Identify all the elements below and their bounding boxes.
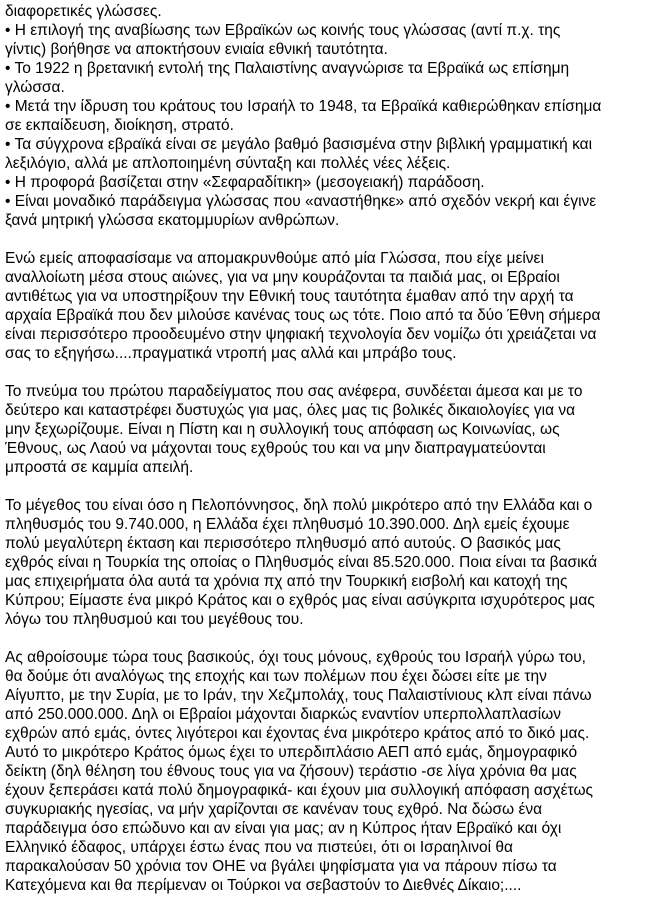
text-line: θα δούμε ότι αναλόγως της εποχής και των πολέμων που έχει δώσει είτε με την bbox=[5, 668, 547, 685]
text-line: σε εκπαίδευση, διοίκηση, στρατό. bbox=[5, 117, 234, 134]
text-line: μπροστά σε καμμία απειλή. bbox=[5, 459, 194, 476]
text-line: Έθνους, ως Λαού να μάχονται τους εχθρούς του και να μην διαπραγματεύονται bbox=[5, 440, 546, 457]
text-line: μας επιχειρήματα όλα αυτά τα χρόνια πχ από την Τουρκική εισβολή και κατοχή της bbox=[5, 573, 568, 590]
text-line: Ας αθροίσουμε τώρα τους βασικούς, όχι τους μόνους, εχθρούς του Ισραήλ γύρω του, bbox=[5, 649, 586, 666]
text-line: Το μέγεθος του είναι όσο η Πελοπόννησος, δηλ πολύ μικρότερο από την Ελλάδα και ο bbox=[5, 497, 593, 514]
text-line: Το πνεύμα του πρώτου παραδείγματος που σας ανέφερα, συνδέεται άμεσα και με το bbox=[5, 383, 583, 400]
paragraph bbox=[5, 249, 657, 363]
text-line: εχθρός είναι η Τουρκία της οποίας ο Πληθυσμός είναι 85.520.000. Ποια είναι τα βασικά bbox=[5, 554, 598, 571]
text-line: Ελληνικό έδαφος, υπάρχει έστω ένας που να πιστεύει, ότι οι Ισραηλινοί θα bbox=[5, 839, 513, 856]
text-line: λόγω του πληθυσμού και του μεγέθους του. bbox=[5, 611, 304, 628]
text-line: • Μετά την ίδρυση του κράτους του Ισραήλ το 1948, τα Εβραϊκά καθιερώθηκαν επίσημα bbox=[5, 98, 602, 115]
text-line: • Είναι μοναδικό παράδειγμα γλώσσας που «αναστήθηκε» από σχεδόν νεκρή και έγινε bbox=[5, 193, 597, 210]
text-line: έχουν ξεπεράσει κατά πολύ δημογραφικά- και έχουν μια συλλογική απόφαση ασχέτως bbox=[5, 782, 594, 799]
text-line: πολύ μεγαλύτερη έκταση και περισσότερο πληθυσμό από αυτούς. Ο βασικός μας bbox=[5, 535, 561, 552]
text-line: εχθρών από εμάς, όντες λιγότεροι και έχοντας ένα μικρότερο κράτος από το δικό μας. bbox=[5, 725, 590, 742]
text-line: ξανά μητρική γλώσσα εκατομμυρίων ανθρώπων. bbox=[5, 212, 340, 229]
document-text bbox=[5, 2, 657, 895]
text-line: • Τα σύγχρονα εβραϊκά είναι σε μεγάλο βαθμό βασισμένα στην βιβλική γραμματική και bbox=[5, 136, 593, 153]
text-line: • Η επιλογή της αναβίωσης των Εβραϊκών ως κοινής τους γλώσσας (αντί π.χ. της bbox=[5, 22, 561, 39]
text-line: από 250.000.000. Δηλ οι Εβραίοι μάχονται διαρκώς εναντίον υπερπολλαπλασίων bbox=[5, 706, 562, 723]
text-line: δείκτη (δηλ θέληση του έθνους τους για να ζήσουν) τεράστιο -σε λίγα χρόνια θα μας bbox=[5, 763, 577, 780]
paragraph bbox=[5, 648, 657, 895]
text-line: αναλλοίωτη μέσα στους αιώνες, για να μην κουράζονται τα παιδιά μας, οι Εβραίοι bbox=[5, 269, 560, 286]
text-line: Κύπρου; Είμαστε ένα μικρό Κράτος και ο εχθρός μας είναι ασύγκριτα ισχυρότερος μας bbox=[5, 592, 595, 609]
text-line: Ενώ εμείς αποφασίσαμε να απομακρυνθούμε από μία Γλώσσα, που είχε μείνει bbox=[5, 250, 544, 267]
text-line: • Η προφορά βασίζεται στην «Σεφαραδίτικη» (μεσογειακή) παράδοση. bbox=[5, 174, 485, 191]
text-line: διαφορετικές γλώσσες. bbox=[5, 3, 162, 20]
text-line: λεξιλόγιο, αλλά με απλοποιημένη σύνταξη και πολλές νέες λέξεις. bbox=[5, 155, 451, 172]
text-line: γίντις) βοήθησε να αποκτήσουν ενιαία εθνική ταυτότητα. bbox=[5, 41, 388, 58]
text-line: είναι περισσότερο προοδευμένο στην ψηφιακή τεχνολογία δεν νομίζω ότι χρειάζεται να bbox=[5, 326, 597, 343]
text-line: συγκυριακής ηγεσίας, να μήν χαρίζονται σε κανέναν τους εχθρό. Να δώσω ένα bbox=[5, 801, 543, 818]
text-line: μην ξεχωρίζουμε. Είναι η Πίστη και η συλλογική τους απόφαση ως Κοινωνίας, ως bbox=[5, 421, 560, 438]
text-line: σας το εξηγήσω....πραγματικά ντροπή μας αλλά και μπράβο τους. bbox=[5, 345, 457, 362]
paragraph bbox=[5, 2, 657, 230]
text-line: παρακαλούσαν 50 χρόνια τον ΟΗΕ να βγάλει ψηφίσματα για να πάρουν πίσω τα bbox=[5, 858, 557, 875]
paragraph bbox=[5, 496, 657, 629]
text-line: Αυτό το μικρότερο Κράτος όμως έχει το υπερδιπλάσιο ΑΕΠ από εμάς, δημογραφικό bbox=[5, 744, 578, 761]
text-line: δεύτερο και καταστρέφει δυστυχώς για μας, όλες μας τις βολικές δικαιολογίες για να bbox=[5, 402, 576, 419]
text-line: γλώσσα. bbox=[5, 79, 65, 96]
text-line: παράδειγμα όσο επώδυνο και αν είναι για μας; αν η Κύπρος ήταν Εβραϊκό και όχι bbox=[5, 820, 562, 837]
text-line: Κατεχόμενα και θα περίμεναν οι Τούρκοι να σεβαστούν το Διεθνές Δίκαιο;.... bbox=[5, 877, 522, 894]
paragraph bbox=[5, 382, 657, 477]
text-line: πληθυσμός του 9.740.000, η Ελλάδα έχει πληθυσμό 10.390.000. Δηλ εμείς έχουμε bbox=[5, 516, 570, 533]
text-line: αντιθέτως για να υποστηρίξουν την Εθνική τους ταυτότητα έμαθαν από την αρχή τα bbox=[5, 288, 574, 305]
text-line: αρχαία Εβραϊκά που δεν μιλούσε κανένας τους ως τότε. Ποιο από τα δύο Έθνη σήμερα bbox=[5, 307, 601, 324]
text-line: Αίγυπτο, με την Συρία, με το Ιράν, την Χεζμπολάχ, τους Παλαιστίνιους κλπ είναι πάνω bbox=[5, 687, 592, 704]
text-line: • Το 1922 η βρετανική εντολή της Παλαιστίνης αναγνώρισε τα Εβραϊκά ως επίσημη bbox=[5, 60, 570, 77]
